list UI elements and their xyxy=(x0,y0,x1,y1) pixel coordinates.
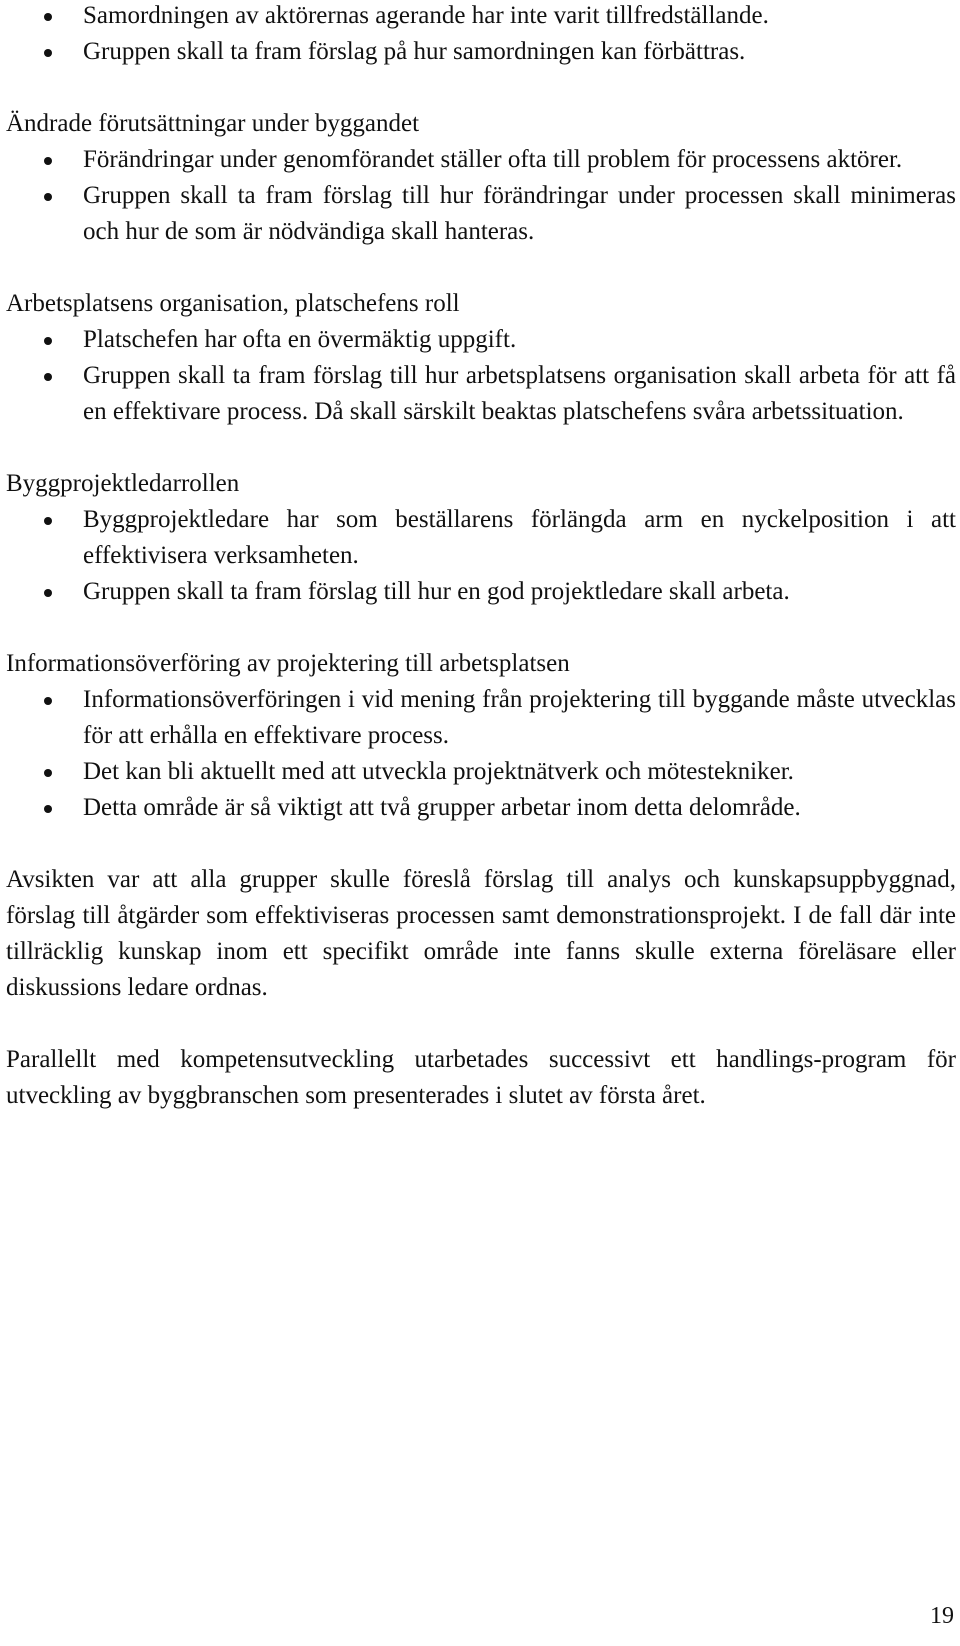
section-heading: Arbetsplatsens organisation, platschefens roll xyxy=(6,290,460,317)
bullet-list xyxy=(6,0,956,70)
bullet-list xyxy=(6,142,956,250)
section-heading: Informationsöverföring av projektering till arbetsplatsen xyxy=(6,650,570,677)
page-number: 19 xyxy=(930,1603,954,1629)
bullet-icon xyxy=(44,805,52,813)
list-item: Byggprojektledare har som beställarens förlängda arm en nyckelposition i att effektivisera verksamheten. xyxy=(6,502,956,574)
section-heading: Byggprojektledarrollen xyxy=(6,470,240,497)
list-item: Gruppen skall ta fram förslag på hur samordningen kan förbättras. xyxy=(6,34,956,70)
section-heading: Ändrade förutsättningar under byggandet xyxy=(6,110,420,137)
bullet-icon xyxy=(44,769,52,777)
bullet-icon xyxy=(44,697,52,705)
list-item: Förändringar under genomförandet ställer ofta till problem för processens aktörer. xyxy=(6,142,956,178)
paragraph-avsikten: Avsikten var att alla grupper skulle föreslå förslag till analys och kunskapsuppbyggnad, förslag till åtgärder som effektiviseras processen samt demonstrationsprojekt. I de fall där inte tillräcklig kunskap inom ett specifikt område inte fanns skulle externa föreläsare eller diskussions ledare ordnas. xyxy=(6,866,956,1001)
bullet-icon xyxy=(44,517,52,525)
list-item: Detta område är så viktigt att två grupper arbetar inom detta delområde. xyxy=(6,790,956,826)
bullet-icon xyxy=(44,193,52,201)
list-item: Gruppen skall ta fram förslag till hur arbetsplatsens organisation skall arbeta för att få en effektivare process. Då skall särskilt beaktas platschefens svåra arbetssituation. xyxy=(6,358,956,430)
bullet-icon xyxy=(44,49,52,57)
bullet-list xyxy=(6,682,956,826)
list-item: Gruppen skall ta fram förslag till hur en god projektledare skall arbeta. xyxy=(6,574,956,610)
list-item: Platschefen har ofta en övermäktig uppgift. xyxy=(6,322,956,358)
list-item: Informationsöverföringen i vid mening från projektering till byggande måste utvecklas för att erhålla en effektivare process. xyxy=(6,682,956,754)
bullet-icon xyxy=(44,337,52,345)
list-item: Gruppen skall ta fram förslag till hur förändringar under processen skall minimeras och hur de som är nödvändiga skall hanteras. xyxy=(6,178,956,250)
section-arbetsplatsens-organisation xyxy=(6,286,956,430)
list-item: Samordningen av aktörernas agerande har inte varit tillfredställande. xyxy=(6,0,956,34)
bullet-list xyxy=(6,322,956,430)
bullet-icon xyxy=(44,589,52,597)
paragraph-parallellt: Parallellt med kompetensutveckling utarbetades successivt ett handlings-program för utveckling av byggbranschen som presenterades i slutet av första året. xyxy=(6,1046,956,1109)
section-samordning xyxy=(6,0,956,70)
document-body xyxy=(6,0,956,1114)
bullet-list xyxy=(6,502,956,610)
section-andrade-forutsattningar xyxy=(6,106,956,250)
list-item: Det kan bli aktuellt med att utveckla projektnätverk och mötestekniker. xyxy=(6,754,956,790)
section-informationsoverforing xyxy=(6,646,956,826)
bullet-icon xyxy=(44,373,52,381)
bullet-icon xyxy=(44,157,52,165)
bullet-icon xyxy=(44,13,52,21)
section-byggprojektledarrollen xyxy=(6,466,956,610)
